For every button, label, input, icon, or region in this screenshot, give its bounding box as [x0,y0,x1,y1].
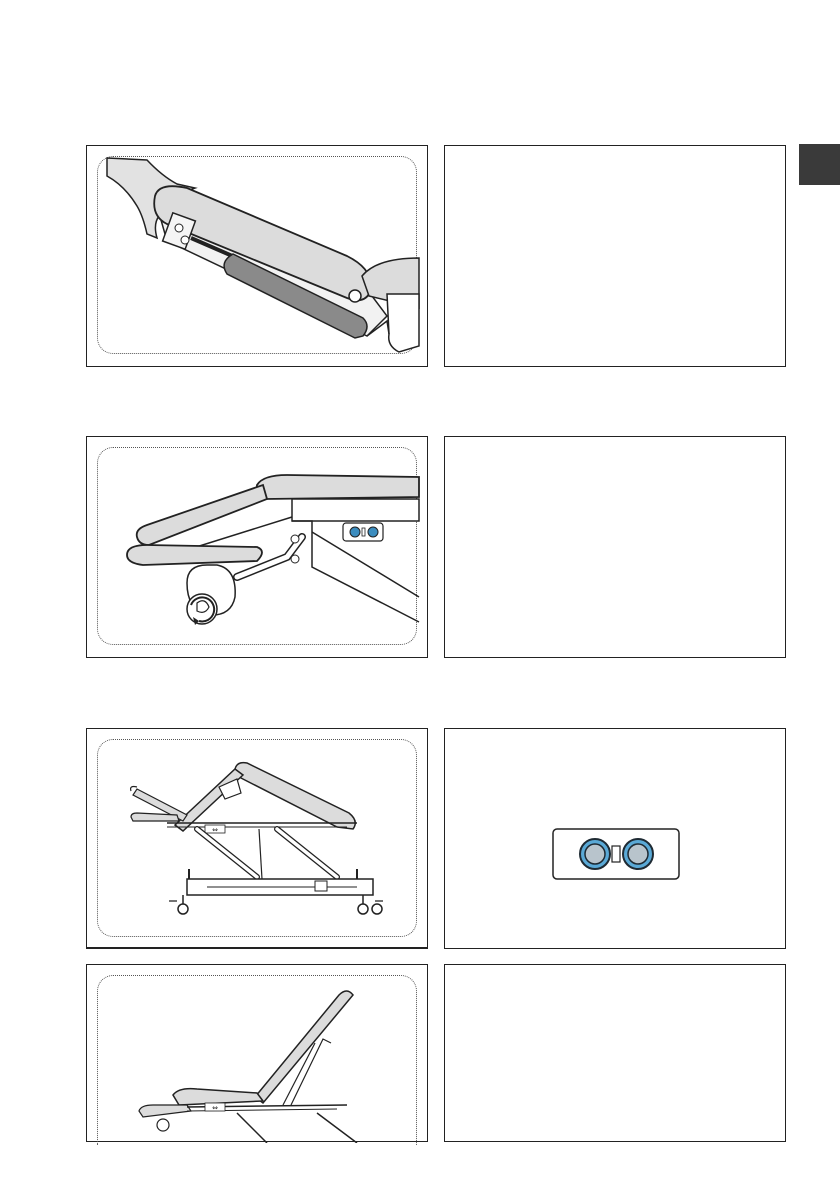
figure-1-frame [86,145,428,367]
text-box-4 [444,964,786,1142]
figure-2-frame [86,436,428,658]
section-tab [799,144,840,185]
svg-text:⇔: ⇔ [212,826,218,834]
figure-backrest-gas-spring [87,146,429,368]
figure-4-frame [86,964,428,1142]
rotate-arrow-icon [187,594,217,625]
svg-text:⇔: ⇔ [212,1104,218,1112]
figure-table-side-view [87,729,429,950]
figure-foot-section-knob [87,437,429,659]
text-box-1 [444,145,786,367]
double-button-panel [445,729,787,950]
text-box-3 [444,728,786,949]
figure-3-frame [86,728,428,949]
text-box-2 [444,436,786,658]
figure-backrest-raised [87,965,429,1143]
